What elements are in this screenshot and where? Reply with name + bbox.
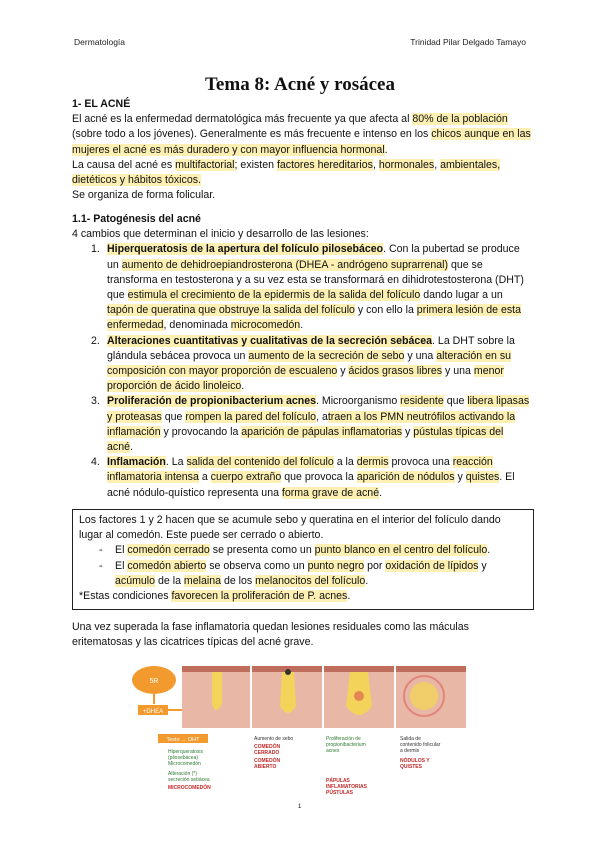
box-note [79, 589, 527, 604]
highlight-bold: Inflamación [107, 456, 166, 469]
highlight: residente [400, 395, 444, 408]
caption-line: PÚSTULAS [326, 790, 353, 796]
highlight: aumento de la secreción de sebo [248, 349, 405, 362]
caption-line: COMEDÓN [254, 744, 281, 750]
text-run: a [198, 471, 211, 484]
text-run: y una [404, 349, 437, 362]
sr-label: 5R [149, 678, 159, 685]
text-run: que provoca la [281, 471, 357, 484]
text-run: por [364, 559, 386, 572]
highlight: microcomedón [230, 319, 301, 332]
highlight: melaina [183, 574, 222, 587]
highlight: aparición de pápulas inflamatorias [241, 425, 403, 438]
text-run: . [487, 544, 491, 557]
caption-line: acnes [326, 748, 340, 754]
caption-line: Alteración (*) [168, 771, 197, 777]
text-run: El [115, 559, 128, 572]
text-run: . Microorganismo [315, 395, 401, 408]
text-run: y [337, 365, 349, 378]
list-item [79, 559, 527, 589]
list-item [72, 455, 532, 501]
highlight: cuerpo extraño [210, 471, 282, 484]
page-title: Tema 8: Acné y rosácea [205, 74, 395, 95]
epidermis-1 [182, 666, 250, 672]
highlight-bold: Alteraciones cuantitativas y cualitativas de la secreción sebácea [107, 334, 433, 347]
list-item [72, 334, 532, 395]
highlight: dermis [356, 456, 389, 469]
highlight: ambientales, dietéticos y hábitos tóxicos. [72, 158, 501, 187]
highlight: rompen la pared del folículo [185, 410, 317, 423]
highlight: reacción inflamatoria intensa [107, 456, 493, 484]
acne-pathogenesis-figure [124, 658, 484, 804]
highlight: ácidos grasos libres [348, 365, 443, 378]
text-run: y [402, 425, 414, 438]
text-run: . [379, 486, 383, 499]
paragraph-residual: Una vez superada la fase inflamatoria quedan lesiones residuales como las máculas eritematosas y las cicatrices típicas del acné grave. [72, 621, 469, 649]
caption-line: PÁPULAS [326, 778, 350, 784]
highlight: tapón de queratina que obstruye la salida del folículo [107, 304, 355, 317]
follicle-1 [212, 672, 222, 710]
caption-line: ABIERTO [254, 764, 277, 770]
text-run: . [365, 574, 369, 587]
text-run: El [115, 544, 128, 557]
box-intro: Los factores 1 y 2 hacen que se acumule sebo y queratina en el interior del folículo dando lugar al comedón. Este puede ser cerrado o abierto. [79, 514, 501, 542]
text-run: y con ello la [354, 304, 417, 317]
highlight: punto negro [307, 559, 365, 572]
text-run: y provocando la [160, 425, 242, 438]
text-run: a la [333, 456, 357, 469]
nodule-shape [410, 682, 438, 710]
caption-line: Salida de [400, 736, 421, 742]
highlight: acúmulo [115, 574, 156, 587]
text-run: que se transforma en testosterona y a su vez esta se transformará en dihidrotestosterona (DHT) que [107, 258, 524, 302]
highlight: favorecen la proliferación de P. acnes [171, 590, 348, 603]
text-run: y una [442, 365, 474, 378]
bullet-dash: - [99, 559, 103, 572]
highlight: comedón cerrado [127, 544, 210, 557]
text-run: provoca una [388, 456, 453, 469]
text-run: que [161, 410, 186, 423]
caption-line: (pilosebácea) [168, 755, 199, 761]
highlight: chicos aunque en las mujeres el acné es más duradero y con mayor influencia hormonal [72, 128, 531, 156]
caption-line: NÓDULOS Y [400, 758, 430, 764]
caption-line: propionibacterium [326, 742, 366, 748]
epidermis-3 [324, 666, 394, 672]
highlight: punto blanco en el centro del folículo [314, 544, 488, 557]
text-run: se presenta como un [209, 544, 315, 557]
text-run: de la [155, 574, 184, 587]
list-number: 3. [91, 395, 100, 408]
list-item [72, 394, 532, 455]
highlight-bold: Hiperqueratosis de la apertura del folículo pilosebáceo [107, 243, 384, 256]
text-run: . [347, 590, 351, 603]
inflammation-dot [354, 691, 364, 701]
highlight: libera lipasas y proteasas [107, 395, 530, 423]
caption-line: Aumento de sebo [254, 736, 294, 742]
highlight: aparición de nódulos [356, 471, 455, 484]
dhea-label: +DHEA [142, 709, 164, 715]
header-left: Dermatología [74, 37, 126, 47]
caption-line: a dermis [400, 748, 420, 754]
follicle-2 [280, 672, 296, 713]
epidermis-4 [396, 666, 466, 672]
dht-label: Testo → DHT [166, 737, 200, 743]
text-run: se observa como un [206, 559, 308, 572]
highlight: factores hereditarios [276, 158, 373, 171]
page-number: 1 [298, 804, 302, 810]
highlight: melanocitos del folículo [255, 574, 366, 587]
highlight: quistes [465, 471, 500, 484]
text-run: . [300, 319, 304, 332]
text-run: . [384, 143, 388, 156]
text-run: , [434, 158, 441, 171]
highlight: alteración en su composición con mayor proporción de escualeno [107, 349, 512, 378]
text-run: El acné es la enfermedad dermatológica más frecuente ya que afecta al [72, 113, 413, 126]
highlight: estimula el crecimiento de la epidermis de la salida del folículo [127, 289, 421, 302]
section-heading: 1.1- Patogénesis del acné [72, 213, 201, 225]
pathogenesis-intro: 4 cambios que determinan el inicio y desarrollo de las lesiones: [72, 228, 369, 241]
section-acne [72, 97, 532, 203]
caption-line: contenido folicular [400, 742, 441, 748]
text-run: que [443, 395, 468, 408]
text-run: . [129, 441, 133, 454]
highlight: menor proporción de ácido linoleico [107, 365, 504, 393]
paragraph-causes [72, 158, 532, 188]
highlight: hormonales [378, 158, 435, 171]
text-run: . La [165, 456, 187, 469]
text-run: . La DHT sobre la glándula sebácea provoca un [107, 334, 515, 362]
text-run: *Estas condiciones [79, 590, 172, 603]
text-run: (sobre todo a los jóvenes). Generalmente es más frecuente e intenso en los [72, 128, 432, 141]
highlight: primera lesión de esta enfermedad [107, 304, 522, 332]
caption-line: COMEDÓN [254, 758, 281, 764]
paragraph-follicular: Se organiza de forma folicular. [72, 189, 216, 202]
caption-line: Proliferación de [326, 736, 361, 742]
highlight: oxidación de lípidos [385, 559, 479, 572]
list-number: 1. [91, 243, 100, 256]
bullet-dash: - [99, 544, 103, 557]
caption-line: QUISTES [400, 764, 422, 770]
caption-line: INFLAMATORIAS [326, 784, 367, 790]
caption-line: secreción sebácea [168, 777, 210, 783]
list-item [79, 543, 527, 558]
text-run: ; existen [234, 158, 277, 171]
caption-line: Hiperqueratosis [168, 749, 204, 755]
highlight: traen a los PMN neutrófilos activando la inflamación [107, 410, 516, 438]
text-run: y [454, 471, 466, 484]
text-run: de los [221, 574, 256, 587]
text-run: dando lugar a un [420, 289, 503, 302]
highlight: salida del contenido del folículo [186, 456, 334, 469]
highlight: forma grave de acné [281, 486, 380, 499]
caption-line: MICROCOMEDÓN [168, 785, 211, 791]
comedon-box [72, 509, 534, 610]
list-number: 4. [91, 456, 100, 469]
caption-line: Microcomedón [168, 761, 201, 767]
header-right: Trinidad Pilar Delgado Tamayo [410, 37, 526, 47]
text-run: , a [316, 410, 328, 423]
highlight: aumento de dehidroepiandrosterona (DHEA - andrógeno suprarrenal) [121, 258, 448, 271]
text-run: . Con la pubertad se produce un [107, 243, 520, 271]
comedo-dot [285, 669, 291, 675]
highlight: 80% de la población [412, 113, 508, 126]
text-run: . El acné nódulo-quístico representa una [107, 471, 515, 499]
highlight: pústulas típicas del acné [107, 425, 504, 454]
highlight: multifactorial [175, 158, 235, 171]
caption-line: CERRADO [254, 750, 280, 756]
paragraph-intro [72, 112, 532, 158]
text-run: . [241, 380, 245, 393]
section-pathogenesis [72, 212, 532, 501]
text-run: La causa del acné es [72, 158, 176, 171]
text-run: , denominada [163, 319, 231, 332]
highlight: comedón abierto [127, 559, 207, 572]
section-heading: 1- EL ACNÉ [72, 98, 131, 110]
text-run: , [372, 158, 379, 171]
list-item [72, 242, 532, 333]
highlight-bold: Proliferación de propionibacterium acnes [107, 395, 316, 408]
list-number: 2. [91, 334, 100, 347]
text-run: y [478, 559, 487, 572]
